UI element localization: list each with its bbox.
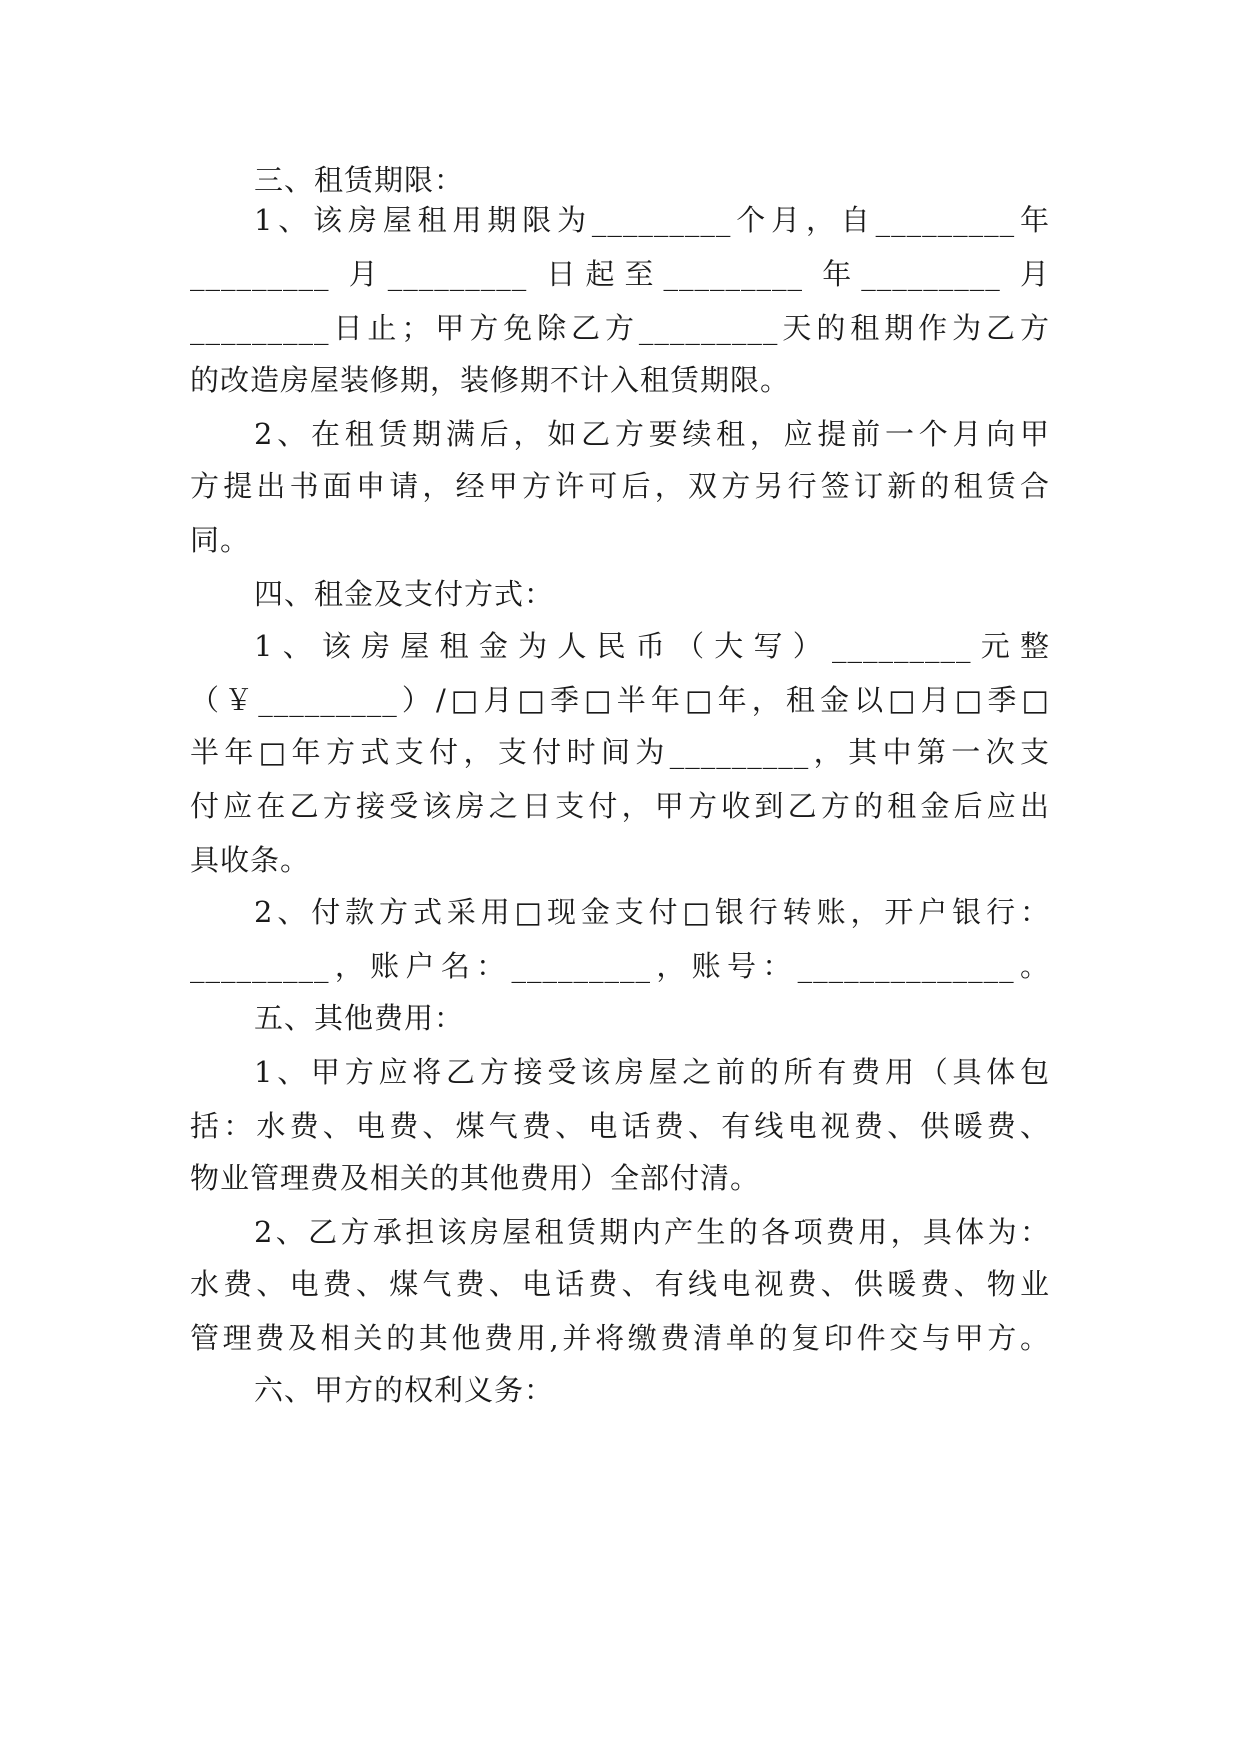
paragraph-line: _________，账户名：_________，账号：______________。 (190, 949, 1050, 983)
section-heading-rent-payment: 四、租金及支付方式： (254, 577, 555, 611)
paragraph-line: 1、甲方应将乙方接受该房屋之前的所有费用（具体包 (254, 1055, 1050, 1089)
paragraph-line: 1、该房屋租用期限为_________个月，自_________年 (254, 203, 1050, 237)
paragraph-line: 2、在租赁期满后，如乙方要续租，应提前一个月向甲 (254, 417, 1050, 451)
paragraph-line: 物业管理费及相关的其他费用）全部付清。 (190, 1161, 761, 1195)
paragraph-line: 2、乙方承担该房屋租赁期内产生的各项费用，具体为： (254, 1215, 1050, 1249)
paragraph-line: 具收条。 (190, 843, 311, 877)
paragraph-line: 的改造房屋装修期，装修期不计入租赁期限。 (190, 363, 791, 397)
paragraph-line: _________日止；甲方免除乙方_________天的租期作为乙方 (190, 311, 1050, 345)
paragraph-line: _________ 月_________ 日起至_________ 年_________ 月 (190, 257, 1050, 291)
paragraph-line: （￥_________）/□月□季□半年□年，租金以□月□季□ (190, 683, 1050, 717)
paragraph-line: 2、付款方式采用□现金支付□银行转账，开户银行： (254, 895, 1050, 929)
paragraph-line: 付应在乙方接受该房之日支付，甲方收到乙方的租金后应出 (190, 789, 1050, 823)
paragraph-line: 方提出书面申请，经甲方许可后，双方另行签订新的租赁合 (190, 469, 1050, 503)
paragraph-line: 半年□年方式支付，支付时间为_________，其中第一次支 (190, 735, 1050, 769)
section-heading-party-a-rights: 六、甲方的权利义务： (254, 1373, 555, 1407)
paragraph-line: 同。 (190, 523, 251, 557)
section-heading-lease-term: 三、租赁期限： (254, 163, 465, 197)
section-heading-other-fees: 五、其他费用： (254, 1001, 465, 1035)
paragraph-line: 管理费及相关的其他费用,并将缴费清单的复印件交与甲方。 (190, 1321, 1050, 1355)
paragraph-line: 水费、电费、煤气费、电话费、有线电视费、供暖费、物业 (190, 1267, 1050, 1301)
paragraph-line: 1、该房屋租金为人民币（大写）_________元整 (254, 629, 1050, 663)
paragraph-line: 括：水费、电费、煤气费、电话费、有线电视费、供暖费、 (190, 1109, 1050, 1143)
